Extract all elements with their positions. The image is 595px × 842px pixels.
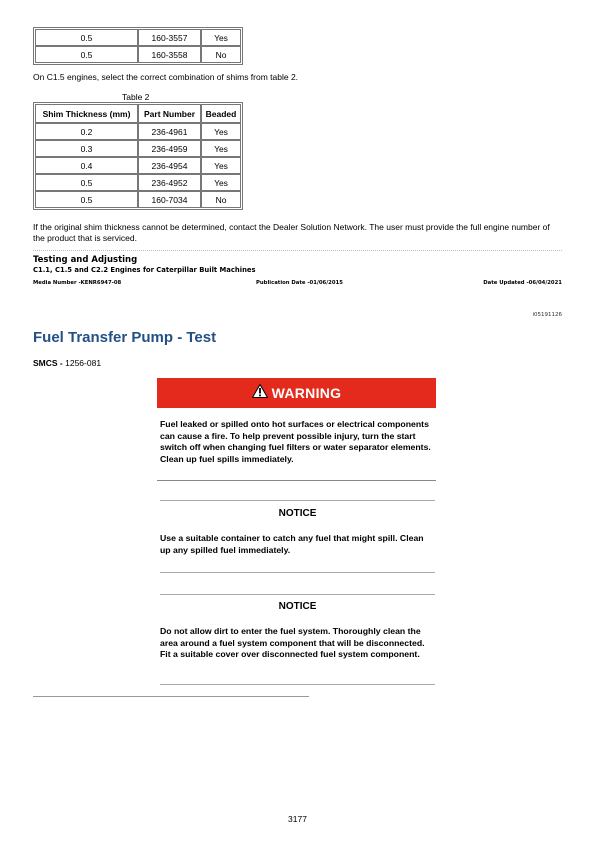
column-header: Part Number	[138, 104, 201, 123]
table-cell: 236-4954	[138, 157, 201, 174]
table-cell: 0.4	[35, 157, 138, 174]
media-number: Media Number -KENR6947-08	[33, 280, 122, 286]
table-row	[35, 157, 241, 174]
table-cell: Yes	[201, 174, 241, 191]
page-title: Fuel Transfer Pump - Test	[33, 329, 217, 346]
table-cell: 160-3557	[138, 29, 201, 46]
table-row	[35, 191, 241, 208]
smcs-line	[33, 358, 101, 368]
smcs-label: SMCS -	[33, 358, 66, 368]
table-cell: 236-4961	[138, 123, 201, 140]
table-row	[35, 140, 241, 157]
notice-bottom-rule	[160, 684, 435, 685]
doc-subtitle: C1.1, C1.5 and C2.2 Engines for Caterpillar Built Machines	[33, 266, 256, 274]
footnote-rule	[33, 696, 309, 697]
table-cell: Yes	[201, 157, 241, 174]
table-row	[35, 174, 241, 191]
shim-table-2	[33, 102, 243, 210]
notice-top-rule	[160, 594, 435, 595]
warning-text: Fuel leaked or spilled onto hot surfaces or electrical components can cause a fire. To help prevent possible injury, turn the start switch off when changing fuel filters or water separator elements. Clean up fuel spills immediately.	[160, 419, 431, 464]
table-cell: 0.5	[35, 174, 138, 191]
table-cell: Yes	[201, 123, 241, 140]
table-cell: Yes	[201, 29, 241, 46]
document-id: i05191126	[532, 312, 562, 318]
table-header-row	[35, 104, 241, 123]
notice-text: Use a suitable container to catch any fuel that might spill. Clean up any spilled fuel immediately.	[160, 533, 424, 555]
notice-heading: NOTICE	[278, 601, 317, 612]
c15-intro-text: On C1.5 engines, select the correct combination of shims from table 2.	[33, 72, 299, 82]
notice-bottom-rule	[160, 572, 435, 573]
date-updated: Date Updated -06/04/2021	[483, 280, 562, 286]
page-number: 3177	[288, 814, 307, 824]
table-cell: No	[201, 191, 241, 208]
table-cell: 160-3558	[138, 46, 201, 63]
warning-label: WARNING	[271, 385, 342, 401]
table-caption: Table 2	[122, 92, 150, 102]
shim-table-continued	[33, 27, 243, 65]
original-shim-note: If the original shim thickness cannot be determined, contact the Dealer Solution Network. The user must provide the full engine number of the product that is serviced.	[33, 222, 550, 243]
table-row	[35, 29, 241, 46]
column-header: Shim Thickness (mm)	[35, 104, 138, 123]
table-row	[35, 46, 241, 63]
column-header: Beaded	[201, 104, 241, 123]
warning-banner	[157, 378, 436, 408]
table-cell: 160-7034	[138, 191, 201, 208]
table-cell: 0.2	[35, 123, 138, 140]
table-cell: 0.3	[35, 140, 138, 157]
warning-triangle-icon	[252, 384, 268, 403]
table-cell: 236-4952	[138, 174, 201, 191]
notice-top-rule	[160, 500, 435, 501]
section-divider	[33, 250, 562, 251]
publication-date: Publication Date -01/06/2015	[256, 280, 343, 286]
notice-heading: NOTICE	[278, 508, 317, 519]
table-cell: 0.5	[35, 46, 138, 63]
table-row	[35, 123, 241, 140]
smcs-code: 1256-081	[65, 358, 102, 368]
doc-section-title: Testing and Adjusting	[33, 255, 138, 265]
table-cell: 0.5	[35, 191, 138, 208]
notice-text: Do not allow dirt to enter the fuel system. Thoroughly clean the area around a fuel system component that will be disconnected. Fit a suitable cover over disconnected fuel system component.	[160, 626, 425, 659]
table-cell: No	[201, 46, 241, 63]
table-cell: 236-4959	[138, 140, 201, 157]
table-cell: Yes	[201, 140, 241, 157]
warning-bottom-rule	[157, 480, 436, 481]
table-cell: 0.5	[35, 29, 138, 46]
